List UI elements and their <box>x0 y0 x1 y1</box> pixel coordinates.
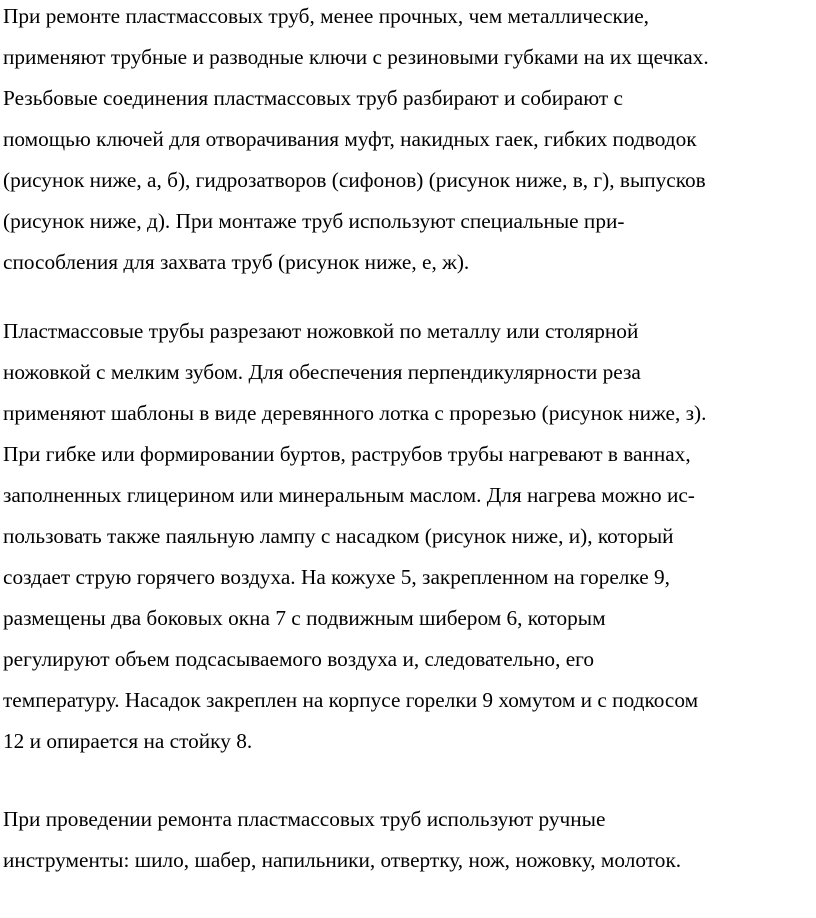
text-line: регулируют объем подсасываемого воздуха и, следовательно, его <box>3 647 595 671</box>
text-line: заполненных глицерином или минеральным маслом. Для нагрева можно ис- <box>3 483 695 507</box>
text-line: инструменты: шило, шабер, напильники, отвертку, нож, ножовку, молоток. <box>3 848 682 872</box>
text-line: При проведении ремонта пластмассовых труб используют ручные <box>3 807 606 831</box>
text-line: пользовать также паяльную лампу с насадком (рисунок ниже, и), который <box>3 524 674 548</box>
text-line: применяют трубные и разводные ключи с резиновыми губками на их щечках. <box>3 45 709 69</box>
text-line: размещены два боковых окна 7 с подвижным шибером 6, которым <box>3 606 606 630</box>
text-line: (рисунок ниже, д). При монтаже труб используют специальные при- <box>3 209 625 233</box>
text-line: При ремонте пластмассовых труб, менее прочных, чем металлические, <box>3 4 649 28</box>
paragraph-cutting-and-heating <box>3 311 706 762</box>
text-line: 12 и опирается на стойку 8. <box>3 729 253 753</box>
paragraph-hand-tools <box>3 799 681 881</box>
text-line: применяют шаблоны в виде деревянного лотка с прорезью (рисунок ниже, з). <box>3 401 707 425</box>
text-line: температуру. Насадок закреплен на корпусе горелки 9 хомутом и с подкосом <box>3 688 699 712</box>
text-line: создает струю горячего воздуха. На кожухе 5, закрепленном на горелке 9, <box>3 565 670 589</box>
text-line: ножовкой с мелким зубом. Для обеспечения перпендикулярности реза <box>3 360 641 384</box>
text-line: Резьбовые соединения пластмассовых труб разбирают и собирают с <box>3 86 623 110</box>
text-line: способления для захвата труб (рисунок ниже, е, ж). <box>3 250 470 274</box>
text-line: (рисунок ниже, а, б), гидрозатворов (сифонов) (рисунок ниже, в, г), выпусков <box>3 168 706 192</box>
paragraph-plastic-pipe-repair-tools <box>3 0 709 283</box>
text-line: При гибке или формировании буртов, раструбов трубы нагревают в ваннах, <box>3 442 691 466</box>
text-line: Пластмассовые трубы разрезают ножовкой по металлу или столярной <box>3 319 639 343</box>
text-line: помощью ключей для отворачивания муфт, накидных гаек, гибких подводок <box>3 127 697 151</box>
